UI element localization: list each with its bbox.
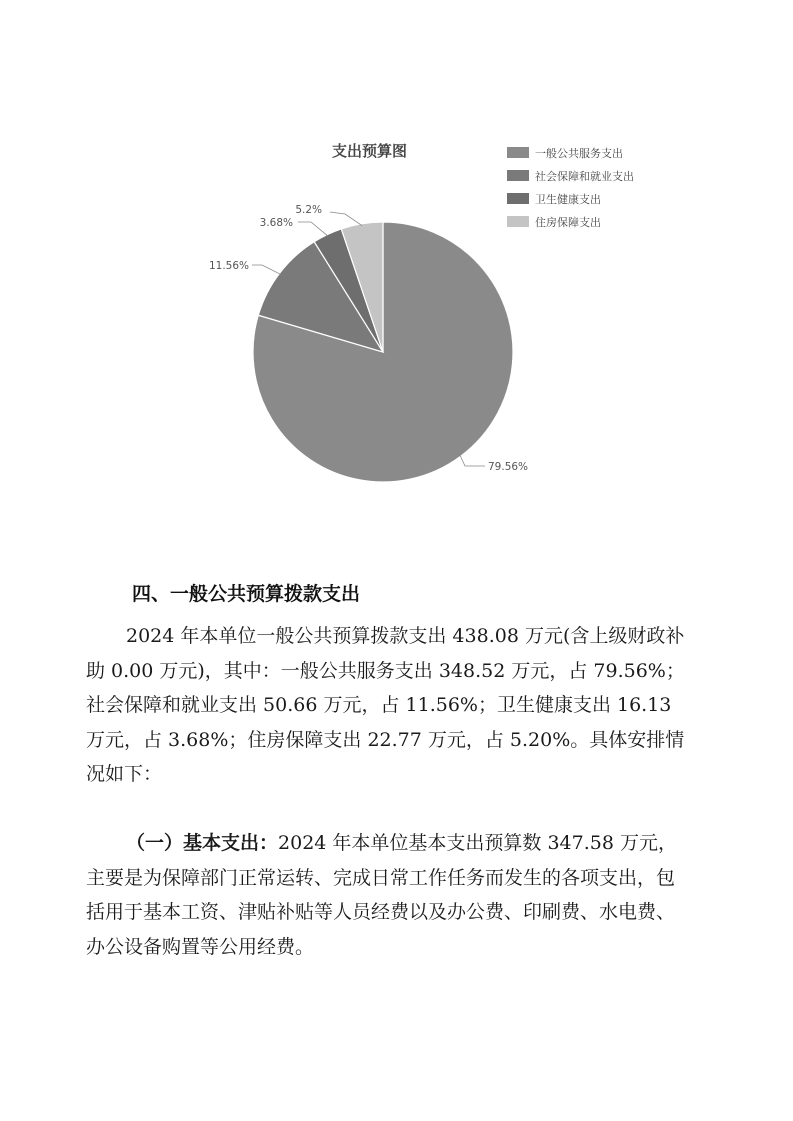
legend-item	[507, 187, 634, 210]
legend-swatch	[507, 170, 529, 181]
legend-label: 卫生健康支出	[535, 192, 601, 206]
leader-line	[252, 265, 281, 275]
chart-legend	[507, 141, 634, 233]
leader-line	[298, 222, 328, 236]
leader-line	[330, 212, 362, 226]
legend-item	[507, 210, 634, 233]
pie-svg	[0, 0, 793, 560]
legend-swatch	[507, 193, 529, 204]
slice-value-label: 79.56%	[488, 461, 529, 473]
legend-swatch	[507, 147, 529, 158]
legend-item	[507, 164, 634, 187]
legend-swatch	[507, 216, 529, 227]
section-heading: 四、一般公共预算拨款支出	[132, 583, 361, 605]
slice-value-label: 3.68%	[259, 217, 293, 229]
slice-value-label: 11.56%	[208, 260, 249, 272]
legend-item	[507, 141, 634, 164]
legend-label: 住房保障支出	[535, 215, 601, 229]
slice-value-label: 5.2%	[295, 204, 322, 216]
paragraph-basic-text: 2024 年本单位基本支出预算数 347.58 万元，主要是为保障部门正常运转、完成日常工作任务而发生的各项支出，包括用于基本工资、津贴补贴等人员经费以及办公费、印刷费、水电费、办公设备购置等公用经费。	[86, 832, 677, 958]
legend-label: 一般公共服务支出	[535, 146, 623, 160]
legend-label: 社会保障和就业支出	[535, 169, 634, 183]
expenditure-pie-chart	[0, 0, 793, 560]
sub-heading: （一）基本支出：	[126, 832, 279, 854]
chart-title: 支出预算图	[332, 142, 408, 160]
paragraph-overview: 2024 年本单位一般公共预算拨款支出 438.08 万元(含上级财政补助 0.00 万元)，其中：一般公共服务支出 348.52 万元，占 79.56%；社会保障和就业支出 50.66 万元，占 11.56%；卫生健康支出 16.13 万元，占 3.68%；住房保障支出 22.77 万元，占 5.20%。具体安排情况如下：	[86, 625, 685, 786]
leader-line	[460, 455, 485, 466]
paragraph-basic-expenditure	[86, 826, 686, 964]
